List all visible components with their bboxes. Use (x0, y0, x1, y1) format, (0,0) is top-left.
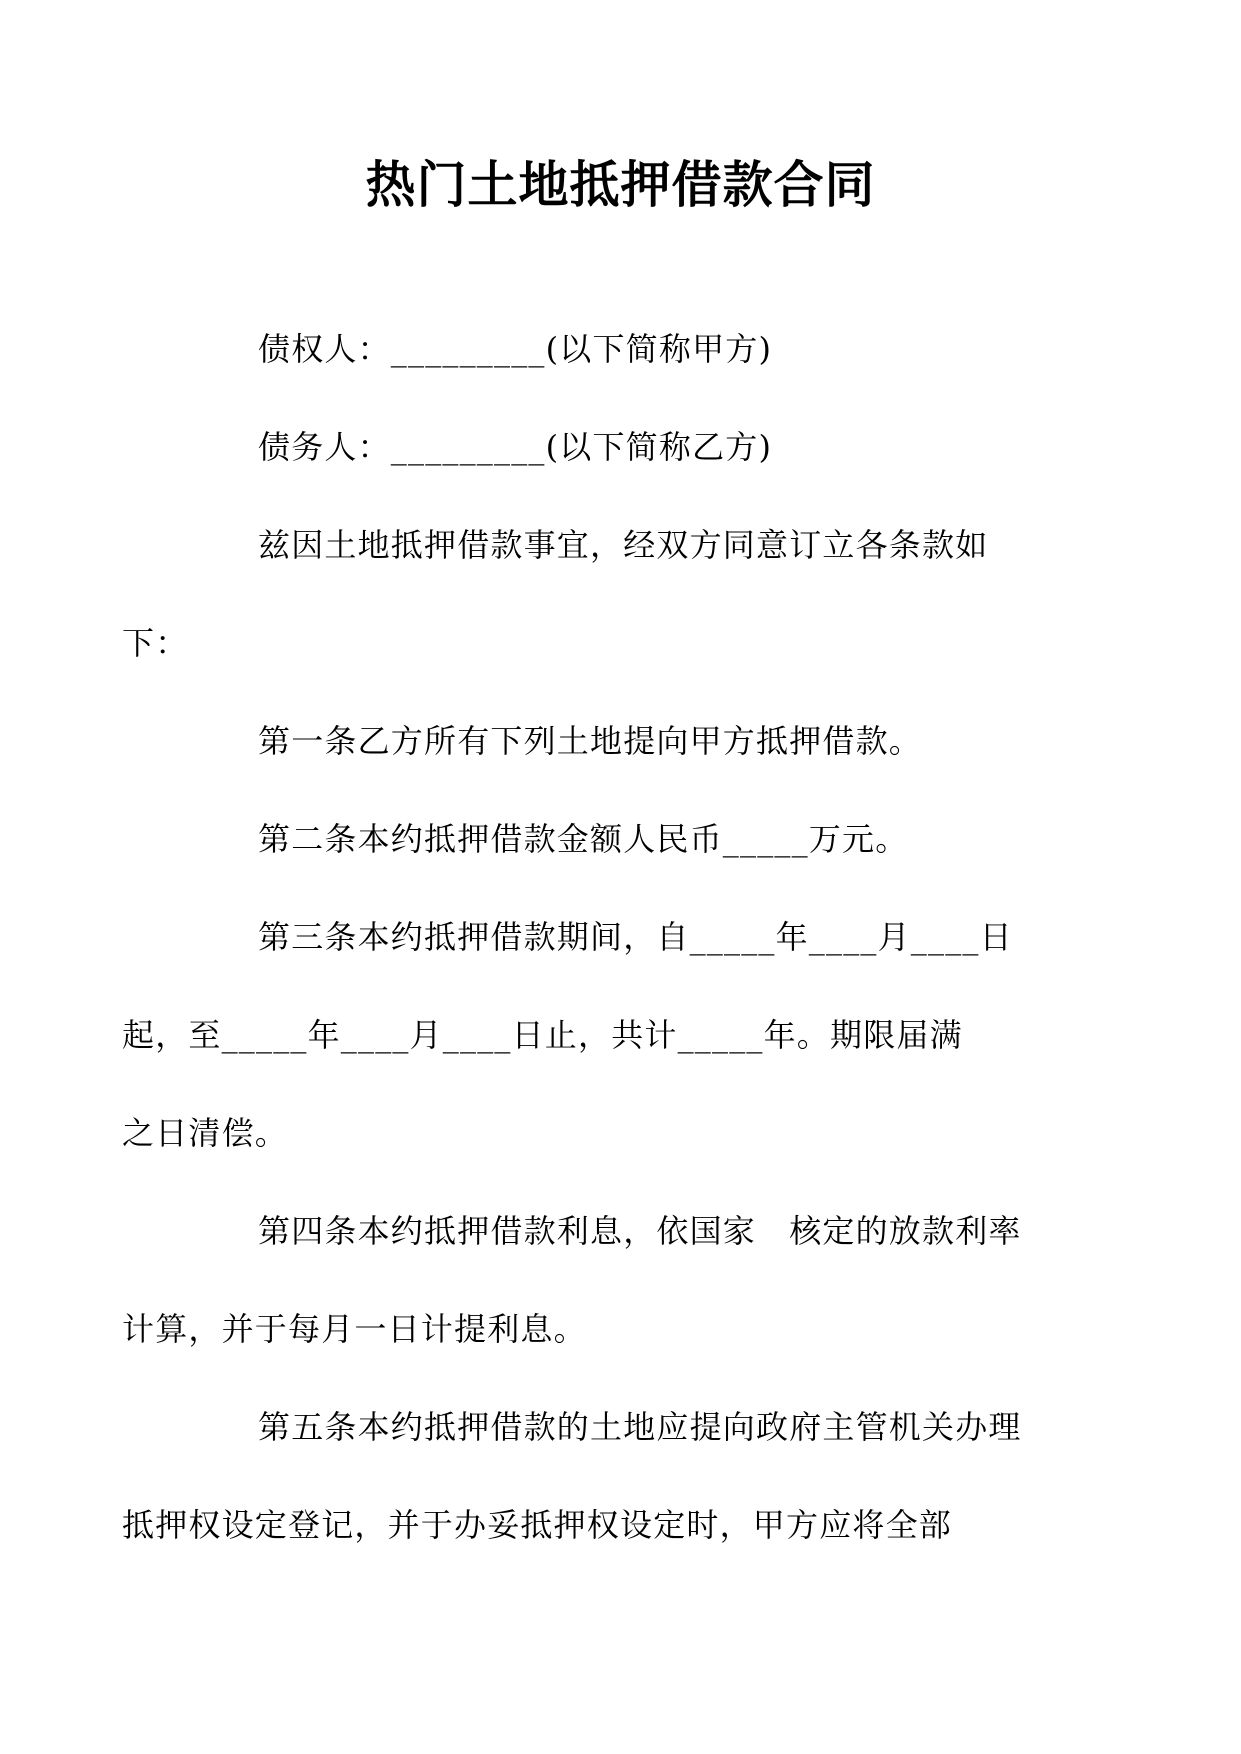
text-line: 兹因土地抵押借款事宜，经双方同意订立各条款如 (258, 526, 989, 564)
text-line: 起，至_____年____月____日止，共计_____年。期限届满 (122, 1016, 963, 1054)
paragraph-article-1 (190, 692, 1030, 790)
paragraph-creditor (190, 300, 1030, 398)
paragraph-debtor (190, 398, 1030, 496)
text-line: 第一条乙方所有下列土地提向甲方抵押借款。 (258, 722, 923, 760)
text-line: 抵押权设定登记，并于办妥抵押权设定时，甲方应将全部 (122, 1506, 953, 1544)
paragraph-article-5 (122, 1378, 1030, 1574)
text-line: 第五条本约抵押借款的土地应提向政府主管机关办理 (258, 1408, 1022, 1446)
document-title: 热门土地抵押借款合同 (365, 155, 876, 214)
paragraph-article-4 (122, 1182, 1030, 1378)
paragraph-article-3 (122, 888, 1030, 1182)
paragraph-article-2 (190, 790, 1030, 888)
text-line: 第四条本约抵押借款利息，依国家 核定的放款利率 (258, 1212, 1022, 1250)
text-line: 第三条本约抵押借款期间，自_____年____月____日 (258, 918, 1013, 956)
text-line: 债务人：_________(以下简称乙方) (258, 428, 773, 466)
text-line: 下： (122, 624, 189, 662)
document-body (122, 300, 1030, 1574)
text-line: 之日清偿。 (122, 1114, 289, 1152)
paragraph-preamble (122, 496, 1030, 692)
text-line: 计算，并于每月一日计提利息。 (122, 1310, 587, 1348)
text-line: 债权人：_________(以下简称甲方) (258, 330, 773, 368)
text-line: 第二条本约抵押借款金额人民币_____万元。 (258, 820, 909, 858)
